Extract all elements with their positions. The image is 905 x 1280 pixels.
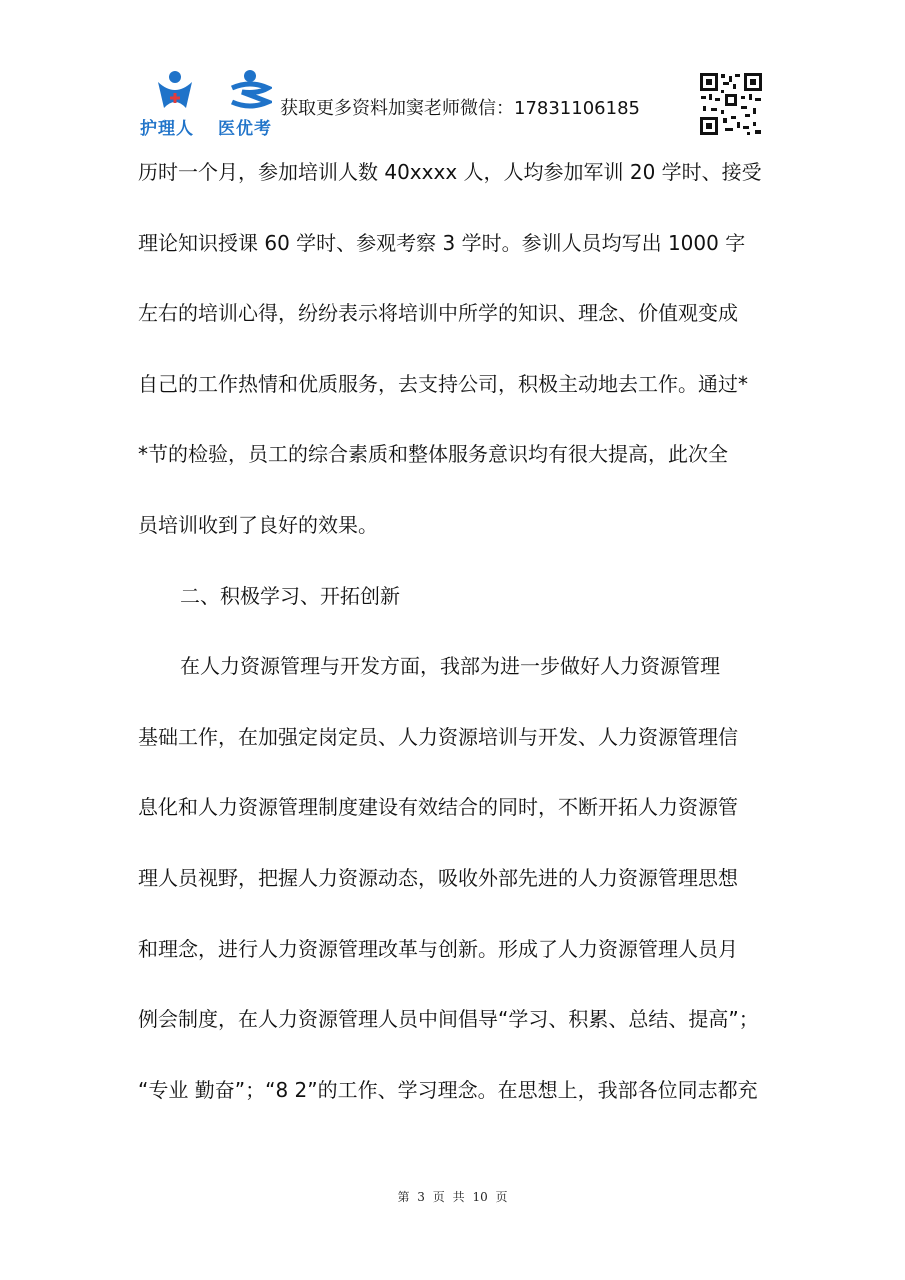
paragraph-line: 在人力资源管理与开发方面，我部为进一步做好人力资源管理 [180,654,720,679]
footer-gong: 共 [452,1190,465,1204]
exam-swirl-icon [228,68,272,112]
paragraph-line: 左右的培训心得，纷纷表示将培训中所学的知识、理念、价值观变成 [138,301,738,326]
paragraph-line: 基础工作，在加强定岗定员、人力资源培训与开发、人力资源管理信 [138,724,738,749]
nurse-logo [140,68,210,139]
section-heading: 二、积极学习、开拓创新 [180,583,400,608]
paragraph-line: 理论知识授课 60 学时、参观考察 3 学时。参训人员均写出 1000 字 [138,230,746,255]
footer-ye: 页 [432,1190,445,1204]
nurse-figure-icon [156,68,194,112]
exam-logo-text: 医优考 [218,119,272,139]
promo-text: 获取更多资料加窦老师微信：17831106185 [280,98,640,119]
page-header [0,0,905,150]
paragraph-line: “专业 勤奋”；“8 2”的工作、学习理念。在思想上，我部各位同志都充 [138,1077,758,1102]
paragraph-line: 自己的工作热情和优质服务，去支持公司，积极主动地去工作。通过* [138,371,748,396]
footer-ye2: 页 [495,1190,508,1204]
paragraph-line: 例会制度，在人力资源管理人员中间倡导“学习、积累、总结、提高”； [138,1007,759,1032]
footer-di: 第 [397,1190,410,1204]
page-footer [0,1188,905,1205]
paragraph-line: 历时一个月，参加培训人数 40xxxx 人，人均参加军训 20 学时、接受 [138,160,762,184]
qr-code-icon [699,72,763,136]
paragraph-line: 理人员视野，把握人力资源动态，吸收外部先进的人力资源管理思想 [138,865,738,890]
paragraph-line: 员培训收到了良好的效果。 [138,512,378,537]
paragraph-line: *节的检验，员工的综合素质和整体服务意识均有很大提高，此次全 [138,442,728,467]
total-page-number: 10 [472,1190,488,1204]
exam-logo [218,68,282,139]
nurse-logo-text: 护理人 [140,119,194,139]
document-body [138,146,778,1134]
paragraph-line: 息化和人力资源管理制度建设有效结合的同时，不断开拓人力资源管 [138,795,738,820]
current-page-number: 3 [417,1190,425,1204]
paragraph-line: 和理念，进行人力资源管理改革与创新。形成了人力资源管理人员月 [138,936,738,961]
